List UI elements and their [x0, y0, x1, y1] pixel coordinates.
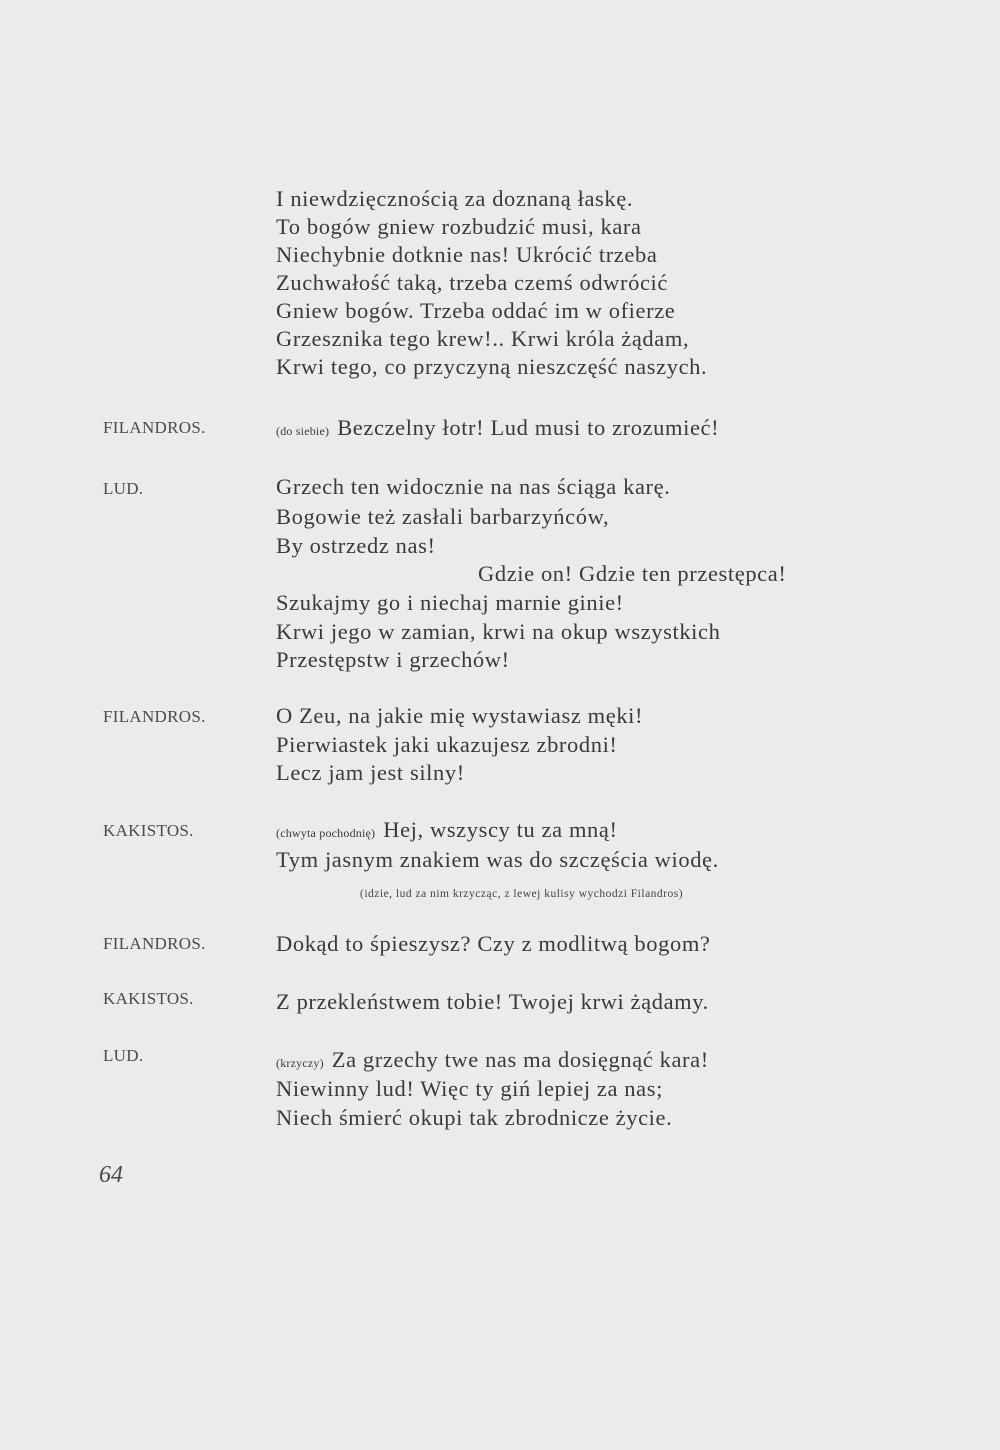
stage-direction: (do siebie): [276, 424, 330, 438]
verse-line: Zuchwałość taką, trzeba czemś odwrócić: [276, 270, 668, 295]
verse-line: Przestępstw i grzechów!: [276, 647, 510, 672]
speaker-name: FILANDROS.: [103, 707, 206, 726]
verse-line: [276, 1049, 709, 1072]
verse-line: Tym jasnym znakiem was do szczęścia wiodę.: [276, 847, 719, 872]
verse-line: Grzech ten widocznie na nas ściąga karę.: [276, 474, 671, 499]
verse-line: Z przekleństwem tobie! Twojej krwi żądamy.: [276, 989, 709, 1014]
verse-text: Bezczelny łotr! Lud musi to zrozumieć!: [337, 415, 720, 440]
verse-line: [276, 819, 618, 842]
verse-line: Niewinny lud! Więc ty giń lepiej za nas;: [276, 1076, 663, 1101]
verse-line: Niechybnie dotknie nas! Ukrócić trzeba: [276, 242, 658, 267]
verse-line: I niewdzięcznością za doznaną łaskę.: [276, 186, 634, 211]
stage-direction: (krzyczy): [276, 1056, 324, 1070]
verse-line: Gniew bogów. Trzeba oddać im w ofierze: [276, 298, 676, 323]
speaker-name: FILANDROS.: [103, 934, 206, 953]
speaker-name: LUD.: [103, 479, 144, 498]
verse-text: Za grzechy twe nas ma dosięgnąć kara!: [331, 1047, 709, 1072]
stage-direction: (chwyta pochodnię): [276, 826, 376, 840]
verse-line: Dokąd to śpieszysz? Czy z modlitwą bogom?: [276, 931, 711, 956]
verse-line: O Zeu, na jakie mię wystawiasz męki!: [276, 703, 644, 728]
stage-direction: (idzie, lud za nim krzycząc, z lewej kulisy wychodzi Filandros): [360, 888, 684, 900]
verse-line: [276, 417, 719, 440]
verse-line: Krwi jego w zamian, krwi na okup wszystkich: [276, 619, 721, 644]
verse-line: To bogów gniew rozbudzić musi, kara: [276, 214, 642, 239]
page-number: 64: [99, 1162, 123, 1188]
verse-text: Hej, wszyscy tu za mną!: [383, 817, 618, 842]
verse-line: Pierwiastek jaki ukazujesz zbrodni!: [276, 732, 618, 757]
verse-line: Lecz jam jest silny!: [276, 760, 465, 785]
verse-line: Szukajmy go i niechaj marnie ginie!: [276, 590, 624, 615]
verse-line: Bogowie też zasłali barbarzyńców,: [276, 504, 610, 529]
verse-line: Grzesznika tego krew!.. Krwi króla żądam,: [276, 326, 690, 351]
verse-line: Niech śmierć okupi tak zbrodnicze życie.: [276, 1105, 673, 1130]
speaker-name: LUD.: [103, 1046, 144, 1065]
speaker-name: KAKISTOS.: [103, 821, 194, 840]
verse-line: Krwi tego, co przyczyną nieszczęść naszych.: [276, 354, 708, 379]
speaker-name: FILANDROS.: [103, 418, 206, 437]
verse-line: By ostrzedz nas!: [276, 533, 436, 558]
speaker-name: KAKISTOS.: [103, 989, 194, 1008]
verse-line: Gdzie on! Gdzie ten przestępca!: [478, 561, 787, 586]
